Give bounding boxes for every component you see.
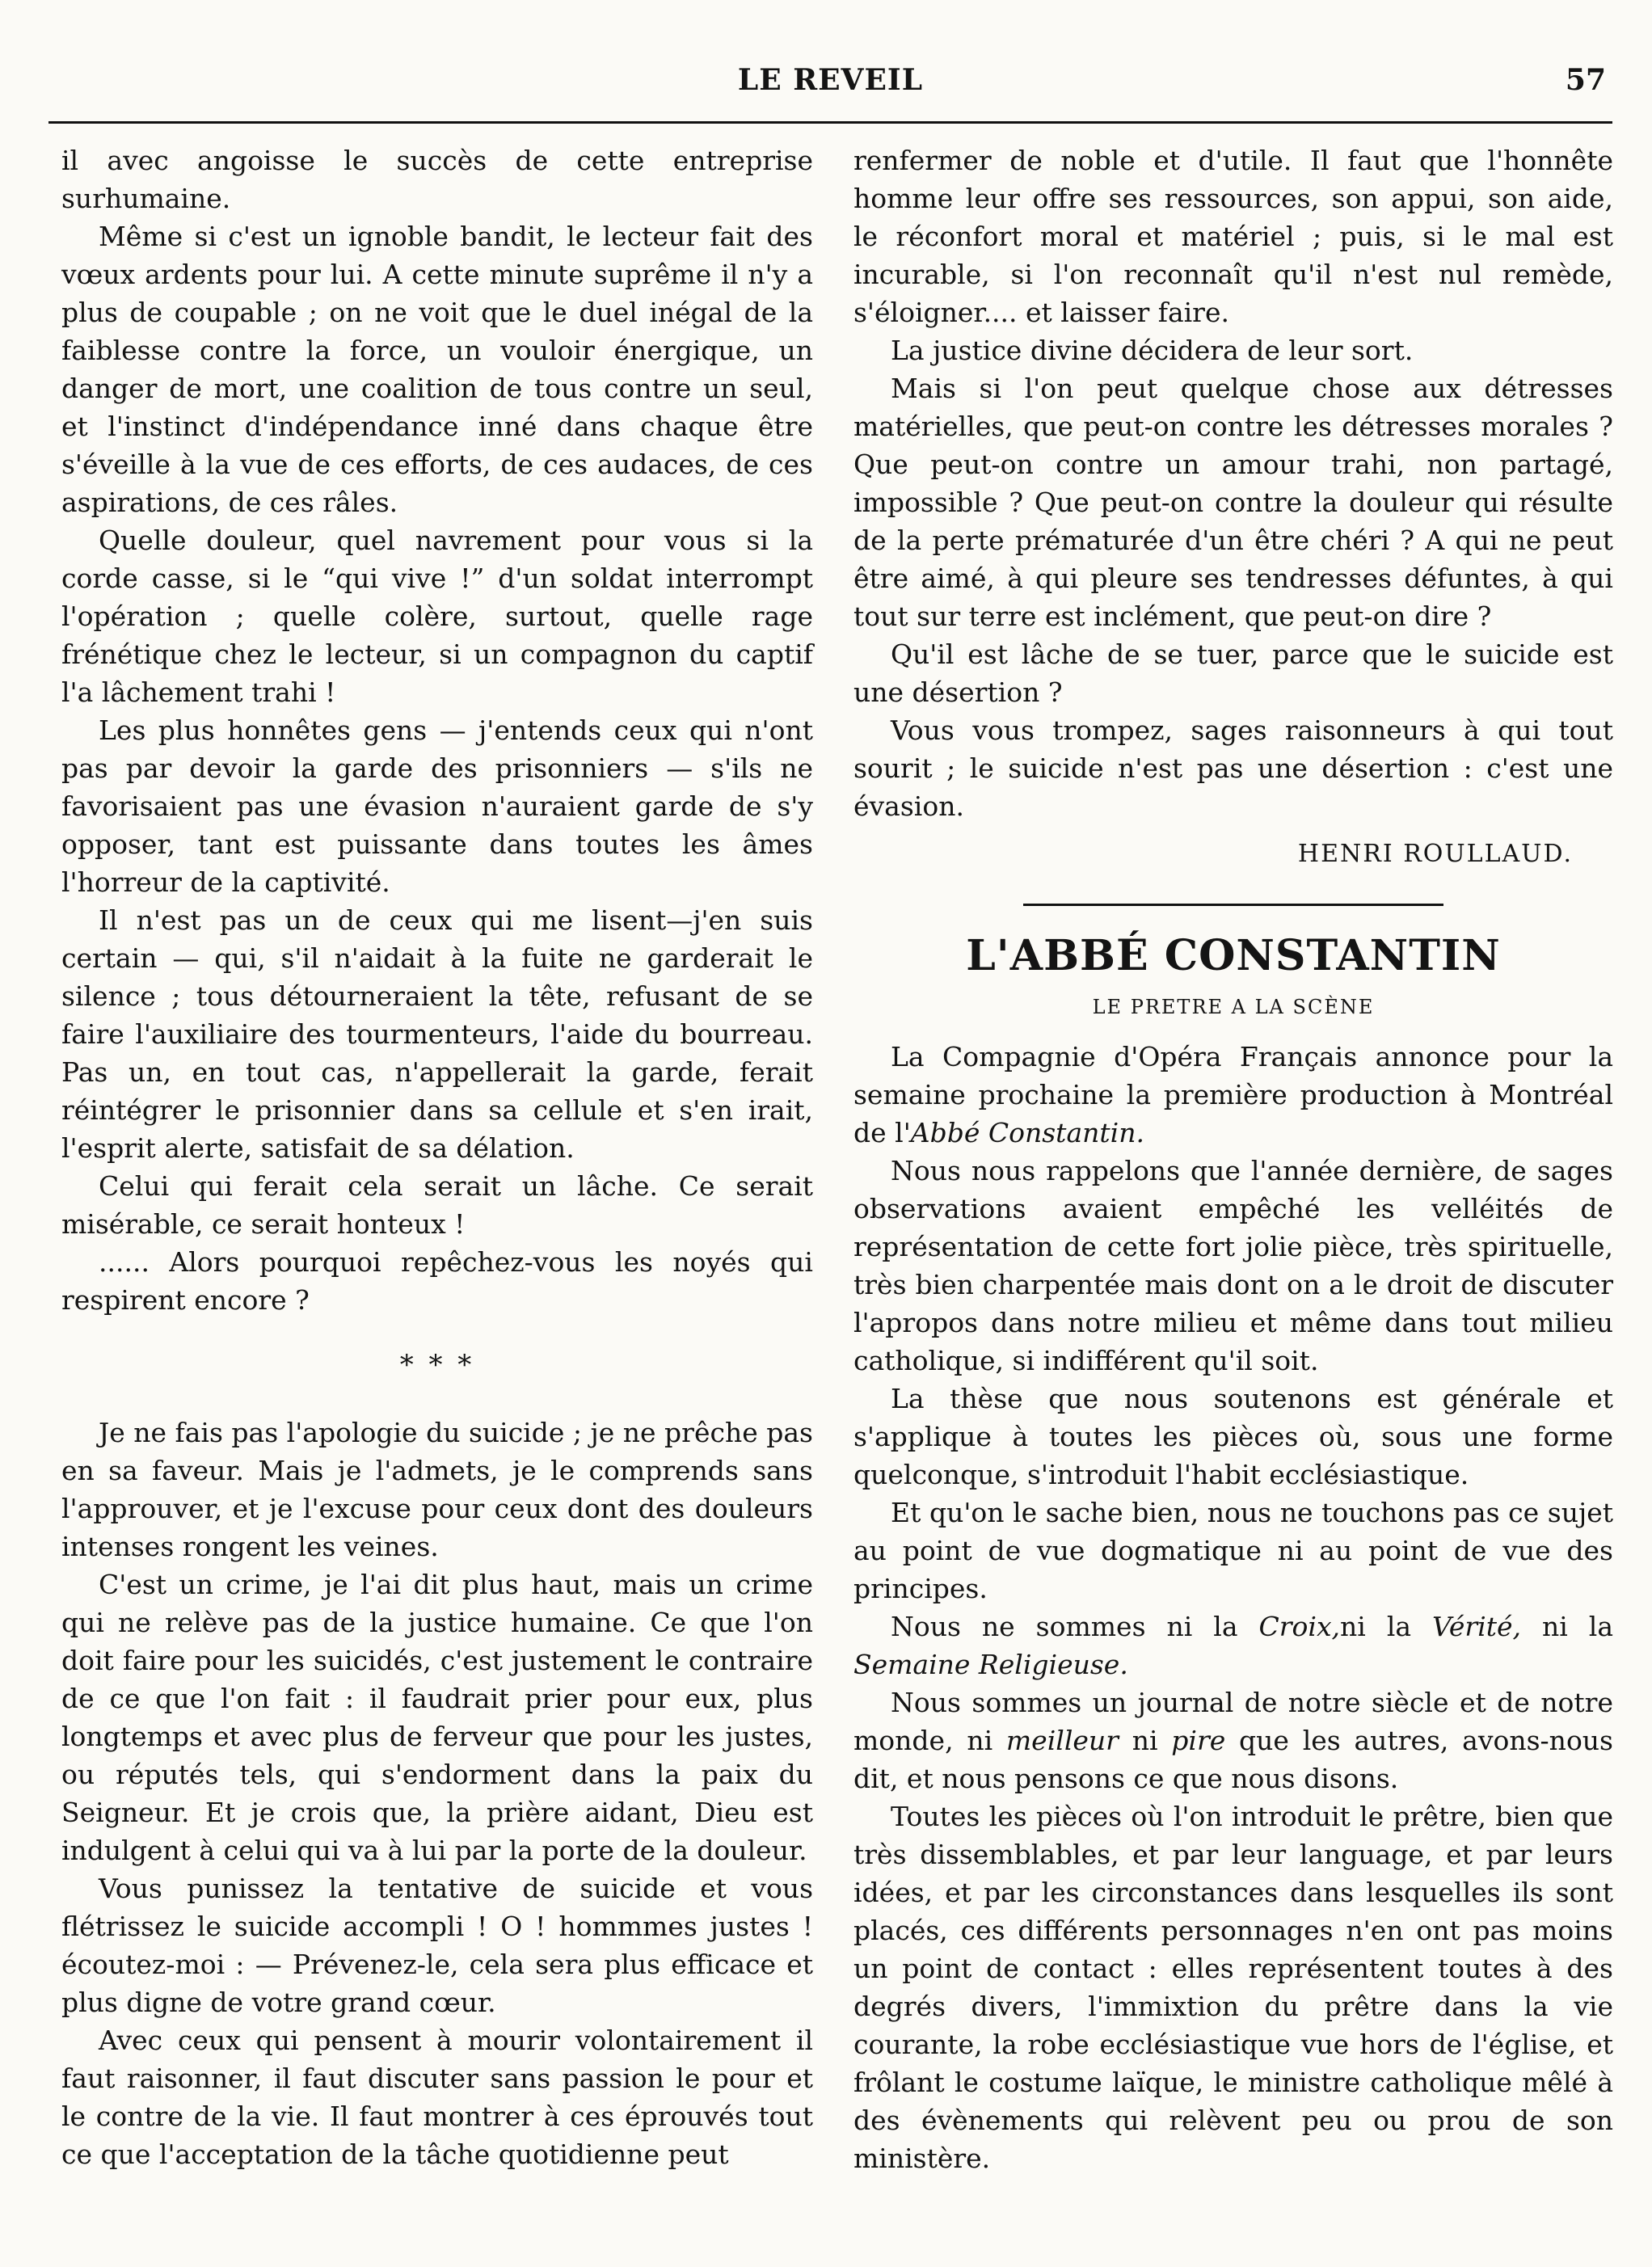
- paragraph: Celui qui ferait cela serait un lâche. Ce serait misérable, ce serait honteux !: [61, 1170, 813, 1240]
- paragraph: La justice divine décidera de leur sort.: [891, 335, 1414, 366]
- right-column: [853, 141, 1613, 2177]
- paragraph: Vous punissez la tentative de suicide et vous flétrissez le suicide accompli ! O ! hommmes justes ! écoutez-moi : — Prévenez-le, cela sera plus efficace et plus digne de votre grand cœur.: [61, 1873, 813, 2018]
- paragraph: Avec ceux qui pensent à mourir volontairement il faut raisonner, il faut discuter sans passion le pour et le contre de la vie. Il faut montrer à ces éprouvés tout ce que l'acceptation de la tâche quotidienne peut: [61, 2025, 813, 2170]
- paragraph: C'est un crime, je l'ai dit plus haut, mais un crime qui ne relève pas de la justice humaine. Ce que l'on doit faire pour les suicidés, c'est justement le contraire de ce que l'on fait : il faudrait prier pour eux, plus longtemps et avec plus de ferveur que pour les justes, ou réputés tels, qui s'endorment dans la paix du Seigneur. Et je crois que, la prière aidant, Dieu est indulgent à celui qui va à lui par la porte de la douleur.: [61, 1569, 813, 1866]
- italic-title: Croix,: [1258, 1611, 1341, 1642]
- paragraph: Toutes les pièces où l'on introduit le prêtre, bien que très dissemblables, et par leur language, et par leurs idées, et par les circonstances dans lesquelles ils sont placés, ces différents personnages n'en ont pas moins un point de contact : elles représentent toutes à des degrés divers, l'immixtion du prêtre dans la vie courante, la robe ecclésiastique vue hors de l'église, et frôlant le costume laïque, le ministre catholique mêlé à des évènements qui relèvent peu ou prou de son ministère.: [853, 1801, 1613, 2174]
- section-break-asterism: * * *: [399, 1349, 475, 1381]
- italic-title: Semaine Religieuse.: [853, 1649, 1128, 1680]
- article-title: L'ABBÉ CONSTANTIN: [966, 931, 1501, 980]
- article-separator: [1023, 904, 1443, 906]
- text: que les autres, avons-nous dit, et nous pensons ce que nous disons.: [853, 1725, 1613, 1794]
- running-title: LE REVEIL: [737, 63, 924, 97]
- paragraph: Même si c'est un ignoble bandit, le lecteur fait des vœux ardents pour lui. A cette minute suprême il n'y a plus de coupable ; on ne voit que le duel inégal de la faiblesse contre la force, un vouloir énergique, un danger de mort, une coalition de tous contre un seul, et l'instinct d'indépendance inné dans chaque être s'éveille à la vue de ces efforts, de ces audaces, de ces aspirations, de ces râles.: [61, 221, 813, 518]
- paragraph: Quelle douleur, quel navrement pour vous si la corde casse, si le “qui vive !” d'un soldat interrompt l'opération ; quelle colère, surtout, quelle rage frénétique chez le lecteur, si un compagnon du captif l'a lâchement trahi !: [61, 525, 813, 708]
- text: Nous sommes un journal de notre siècle et de notre monde, ni: [853, 1687, 1613, 1756]
- paragraph: il avec angoisse le succès de cette entreprise surhumaine.: [61, 145, 813, 214]
- paragraph: Et qu'on le sache bien, nous ne touchons pas ce sujet au point de vue dogmatique ni au point de vue des principes.: [853, 1497, 1613, 1604]
- italic-title: Abbé Constantin.: [910, 1117, 1144, 1148]
- header-rule: [48, 121, 1612, 124]
- page-header: [48, 63, 1612, 112]
- text: Nous ne sommes ni la: [891, 1611, 1259, 1642]
- paragraph: Il n'est pas un de ceux qui me lisent—j'en suis certain — qui, s'il n'aidait à la fuite ne garderait le silence ; tous détourneraient la tête, refusant de se faire l'auxiliaire des tourmenteurs, l'aide du bourreau. Pas un, en tout cas, n'appellerait la garde, ferait réintégrer le prisonnier dans sa cellule et s'en irait, l'esprit alerte, satisfait de sa délation.: [61, 904, 813, 1164]
- left-column: [61, 141, 813, 2173]
- text: ni la: [1340, 1611, 1433, 1642]
- paragraph: Nous nous rappelons que l'année dernière, de sages observations avaient empêché les velléités de représentation de cette fort jolie pièce, très spirituelle, très bien charpentée mais dont on a le droit de discuter l'apropos dans notre milieu et même dans tout milieu catholique, si indifférent qu'il soit.: [853, 1155, 1613, 1376]
- italic-title: Vérité,: [1432, 1611, 1521, 1642]
- paragraph: [853, 1683, 1613, 1797]
- text: ni: [1118, 1725, 1172, 1756]
- paragraph: Vous vous trompez, sages raisonneurs à qui tout sourit ; le suicide n'est pas une désertion : c'est une évasion.: [853, 714, 1613, 822]
- text: La Compagnie d'Opéra Français annonce pour la semaine prochaine la première production à Montréal de l': [853, 1041, 1613, 1148]
- text: ni la: [1521, 1611, 1613, 1642]
- italic-word: pire: [1171, 1725, 1226, 1756]
- page-number: 57: [1565, 63, 1606, 97]
- paragraph: [853, 1608, 1613, 1683]
- author-signature: HENRI ROULLAUD.: [1297, 840, 1573, 868]
- paragraph: renfermer de noble et d'utile. Il faut que l'honnête homme leur offre ses ressources, son appui, son aide, le réconfort moral et matériel ; puis, si le mal est incurable, si l'on reconnaît qu'il n'est nul remède, s'éloigner.... et laisser faire.: [853, 145, 1613, 328]
- paragraph: Je ne fais pas l'apologie du suicide ; je ne prêche pas en sa faveur. Mais je l'admets, je le comprends sans l'approuver, et je l'excuse pour ceux dont des douleurs intenses rongent les veines.: [61, 1417, 813, 1562]
- paragraph: Mais si l'on peut quelque chose aux détresses matérielles, que peut-on contre les détresses morales ? Que peut-on contre un amour trahi, non partagé, impossible ? Que peut-on contre la douleur qui résulte de la perte prématurée d'un être chéri ? A qui ne peut être aimé, à qui pleure ses tendresses défuntes, à qui tout sur terre est inclément, que peut-on dire ?: [853, 373, 1613, 632]
- paragraph: La thèse que nous soutenons est générale et s'applique à toutes les pièces où, sous une forme quelconque, s'introduit l'habit ecclésiastique.: [853, 1383, 1613, 1490]
- italic-word: meilleur: [1005, 1725, 1119, 1756]
- paragraph: [853, 1038, 1613, 1152]
- paragraph: Les plus honnêtes gens — j'entends ceux qui n'ont pas par devoir la garde des prisonniers — s'ils ne favorisaient pas une évasion n'auraient garde de s'y opposer, tant est puissante dans toutes les âmes l'horreur de la captivité.: [61, 714, 813, 898]
- paragraph: ...... Alors pourquoi repêchez-vous les noyés qui respirent encore ?: [61, 1246, 813, 1316]
- paragraph: Qu'il est lâche de se tuer, parce que le suicide est une désertion ?: [853, 638, 1613, 708]
- article-subtitle: LE PRETRE A LA SCÈNE: [1092, 996, 1375, 1018]
